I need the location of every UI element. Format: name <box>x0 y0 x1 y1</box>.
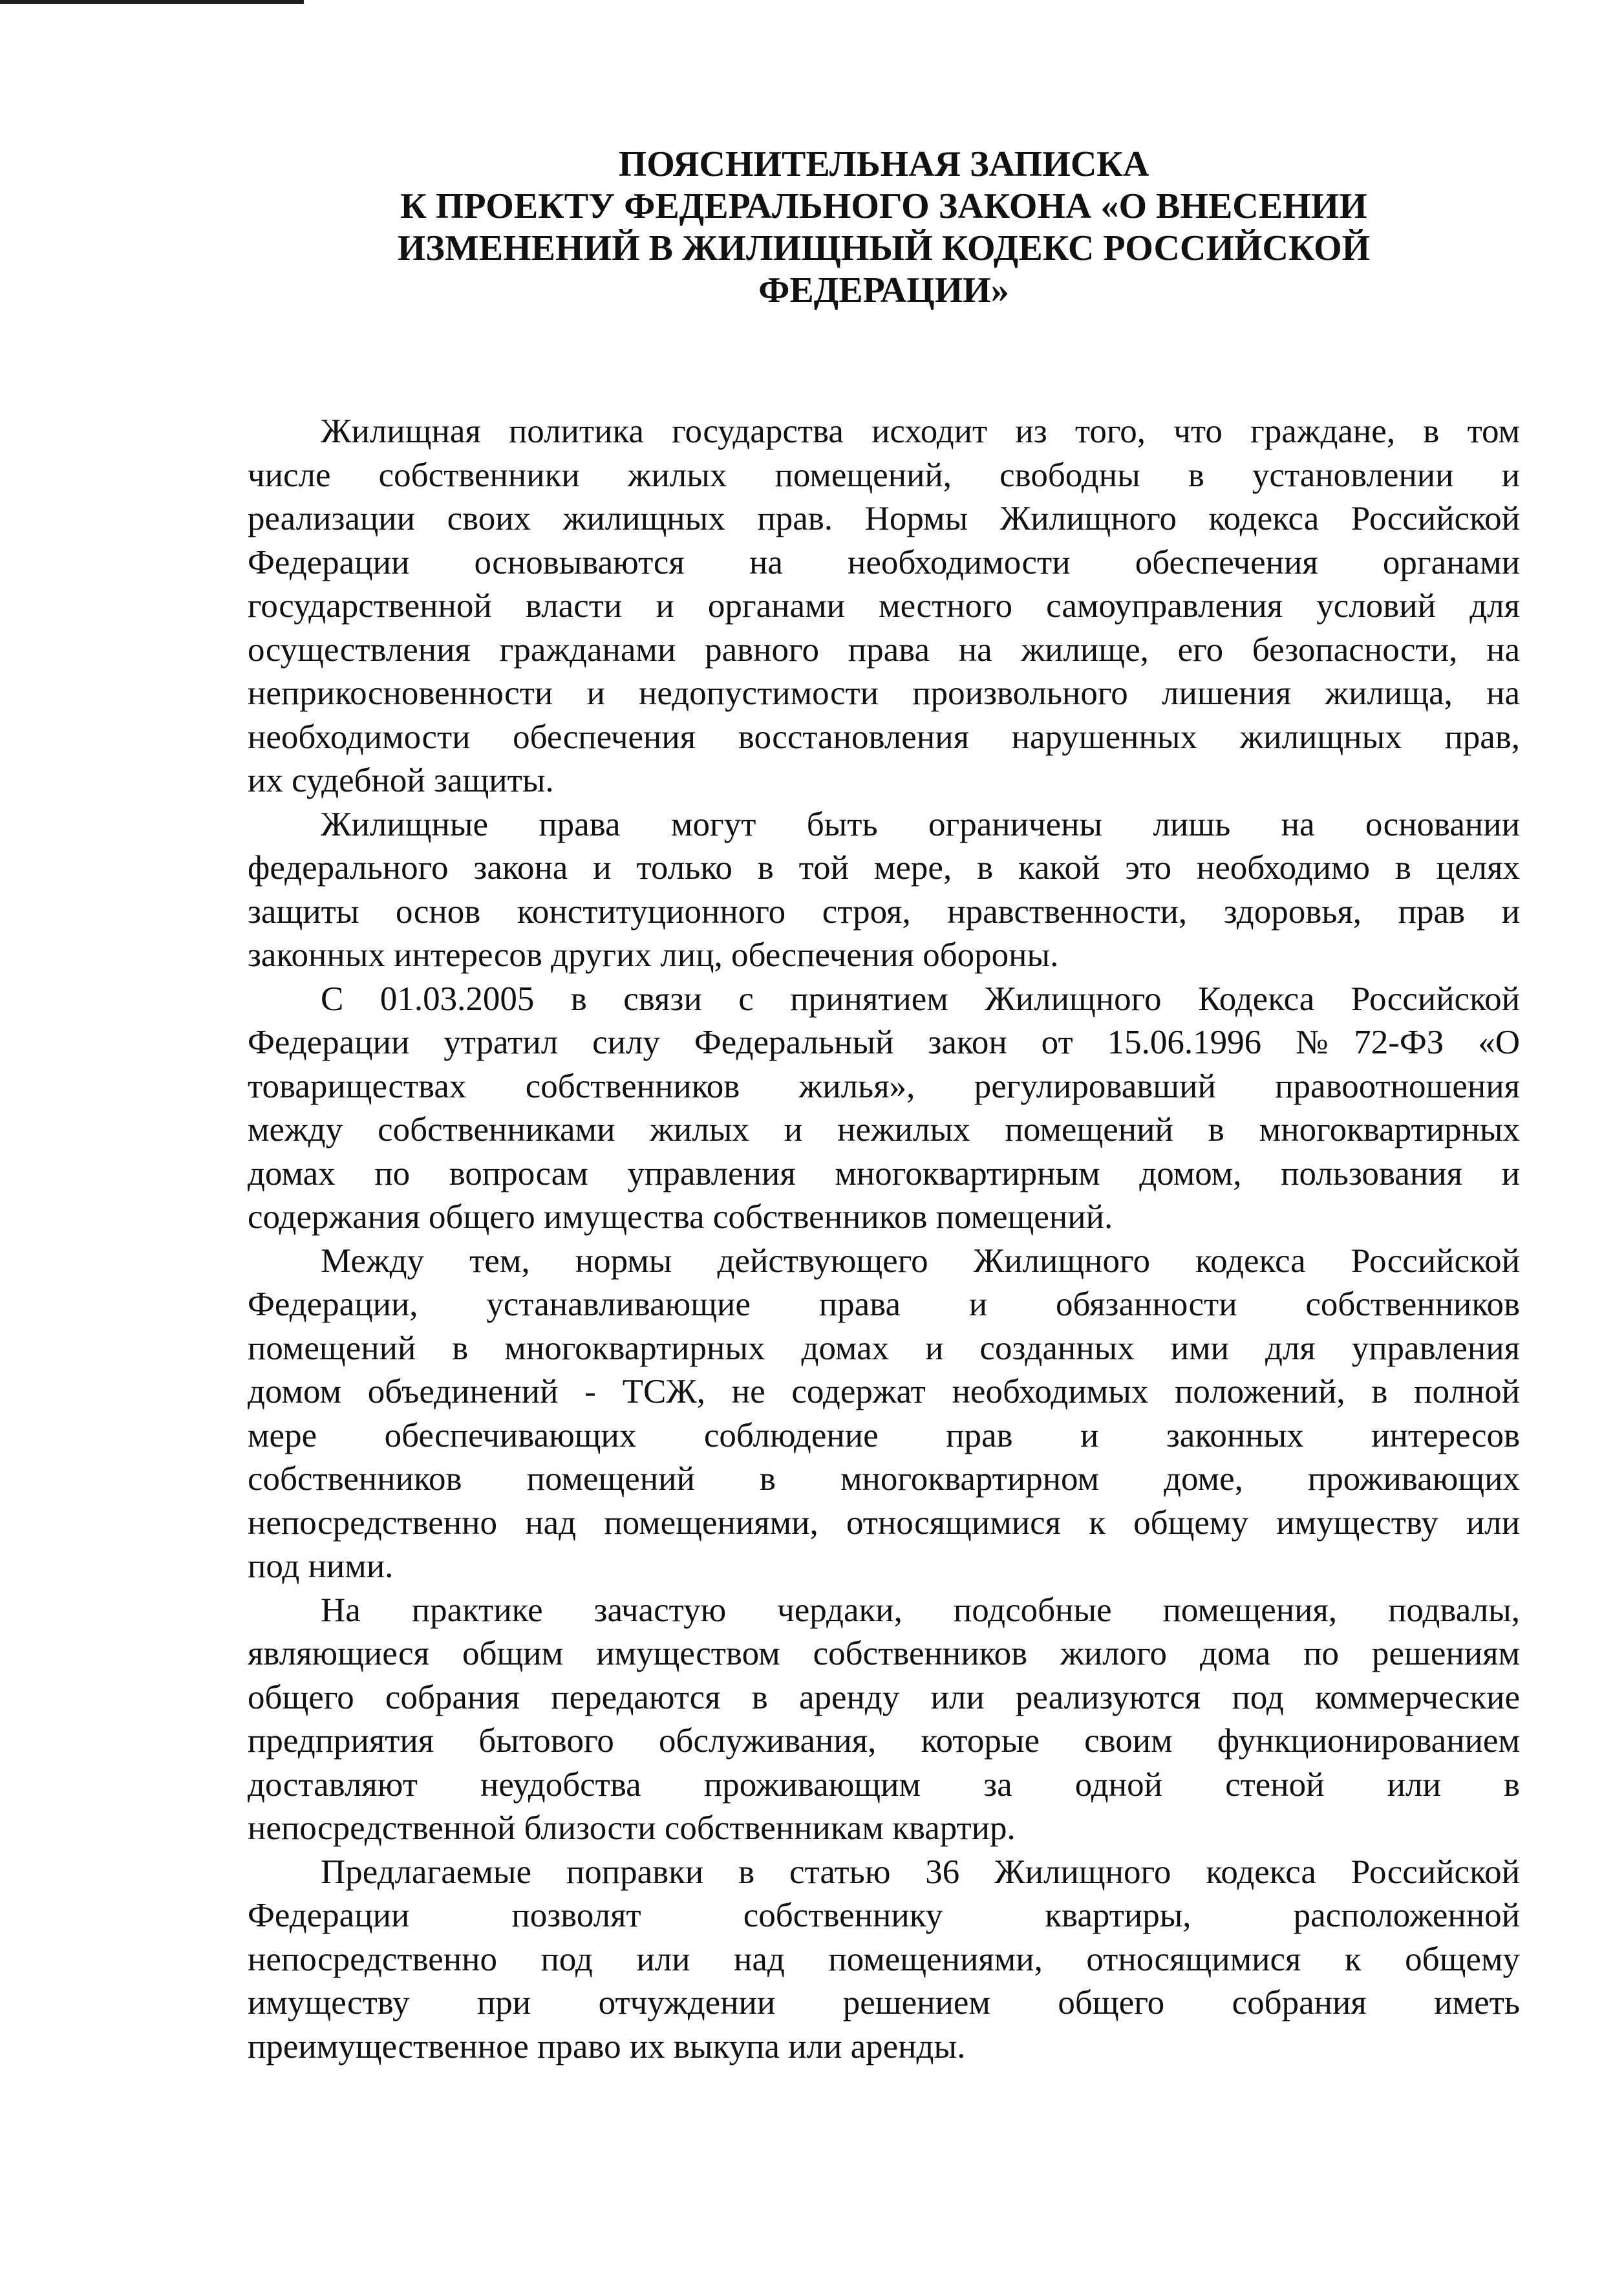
title-line: ФЕДЕРАЦИИ» <box>758 270 1009 310</box>
text-line: Предлагаемые поправки в статью 36 Жилищного кодекса Российской <box>321 1853 1520 1891</box>
text-line: Жилищная политика государства исходит из того, что граждане, в том <box>321 413 1520 450</box>
text-line: собственников помещений в многоквартирном доме, проживающих <box>248 1460 1520 1498</box>
text-line: непосредственной близости собственникам квартир. <box>248 1809 1016 1847</box>
text-line: их судебной защиты. <box>248 762 554 799</box>
text-line: федерального закона и только в той мере, в какой это необходимо в целях <box>248 849 1520 887</box>
text-line: защиты основ конституционного строя, нравственности, здоровья, прав и <box>248 892 1520 931</box>
text-line: Между тем, нормы действующего Жилищного кодекса Российской <box>321 1242 1520 1280</box>
text-line: непосредственно над помещениями, относящимися к общему имуществу или <box>248 1504 1520 1542</box>
text-line: Федерации утратил силу Федеральный закон от 15.06.1996 №72-ФЗ «О <box>248 1024 1520 1061</box>
scan-edge-artifact <box>0 0 304 4</box>
document-body <box>248 410 1520 2069</box>
text-line: На практике зачастую чердаки, подсобные помещения, подвалы, <box>321 1591 1520 1629</box>
title-line: К ПРОЕКТУ ФЕДЕРАЛЬНОГО ЗАКОНА «О ВНЕСЕНИИ <box>400 186 1367 226</box>
text-line: мере обеспечивающих соблюдение прав и законных интересов <box>248 1416 1520 1454</box>
text-line: С 01.03.2005 в связи с принятием Жилищного Кодекса Российской <box>321 980 1520 1018</box>
text-line: домах по вопросам управления многоквартирным домом, пользования и <box>248 1154 1520 1192</box>
text-line: общего собрания передаются в аренду или реализуются под коммерческие <box>248 1678 1520 1716</box>
text-line: доставляют неудобства проживающим за одной стеной или в <box>248 1765 1520 1804</box>
text-line: государственной власти и органами местного самоуправления условий для <box>248 587 1520 625</box>
paragraph <box>248 978 1520 1240</box>
text-line: преимущественное право их выкупа или аренды. <box>248 2027 966 2065</box>
text-line: имуществу при отчуждении решением общего собрания иметь <box>248 1984 1520 2022</box>
text-line: реализации своих жилищных прав. Нормы Жилищного кодекса Российской <box>248 500 1520 537</box>
paragraph <box>248 1589 1520 1851</box>
title-line: ПОЯСНИТЕЛЬНАЯ ЗАПИСКА <box>618 144 1149 184</box>
paragraph <box>248 410 1520 803</box>
text-line: содержания общего имущества собственников помещений. <box>248 1198 1113 1236</box>
text-line: законных интересов других лиц, обеспечения обороны. <box>248 936 1059 974</box>
paragraph <box>248 803 1520 978</box>
text-line: помещений в многоквартирных домах и созданных ими для управления <box>248 1329 1520 1367</box>
text-line: являющиеся общим имуществом собственников жилого дома по решениям <box>248 1635 1520 1672</box>
text-line: непосредственно под или над помещениями, относящимися к общему <box>248 1940 1520 1978</box>
text-line: числе собственники жилых помещений, свободны в установлении и <box>248 456 1520 494</box>
text-line: осуществления гражданами равного права на жилище, его безопасности, на <box>248 631 1520 669</box>
text-line: Федерации позволят собственнику квартиры, расположенной <box>248 1897 1520 1934</box>
title-line: ИЗМЕНЕНИЙ В ЖИЛИЩНЫЙ КОДЕКС РОССИЙСКОЙ <box>397 228 1371 268</box>
paragraph <box>248 1240 1520 1589</box>
document-title <box>248 144 1520 312</box>
text-line: Федерации основываются на необходимости обеспечения органами <box>248 543 1520 581</box>
text-line: неприкосновенности и недопустимости произвольного лишения жилища, на <box>248 674 1520 712</box>
paragraph <box>248 1851 1520 2069</box>
text-line: под ними. <box>248 1547 394 1585</box>
text-line: между собственниками жилых и нежилых помещений в многоквартирных <box>248 1111 1520 1148</box>
text-line: домом объединений - ТСЖ, не содержат необходимых положений, в полной <box>248 1373 1520 1410</box>
text-line: необходимости обеспечения восстановления нарушенных жилищных прав, <box>248 718 1520 756</box>
text-line: предприятия бытового обслуживания, которые своим функционированием <box>248 1722 1520 1760</box>
text-line: Федерации, устанавливающие права и обязанности собственников <box>248 1286 1520 1323</box>
text-line: товариществах собственников жилья», регулировавший правоотношения <box>248 1067 1520 1105</box>
text-line: Жилищные права могут быть ограничены лишь на основании <box>321 805 1520 843</box>
